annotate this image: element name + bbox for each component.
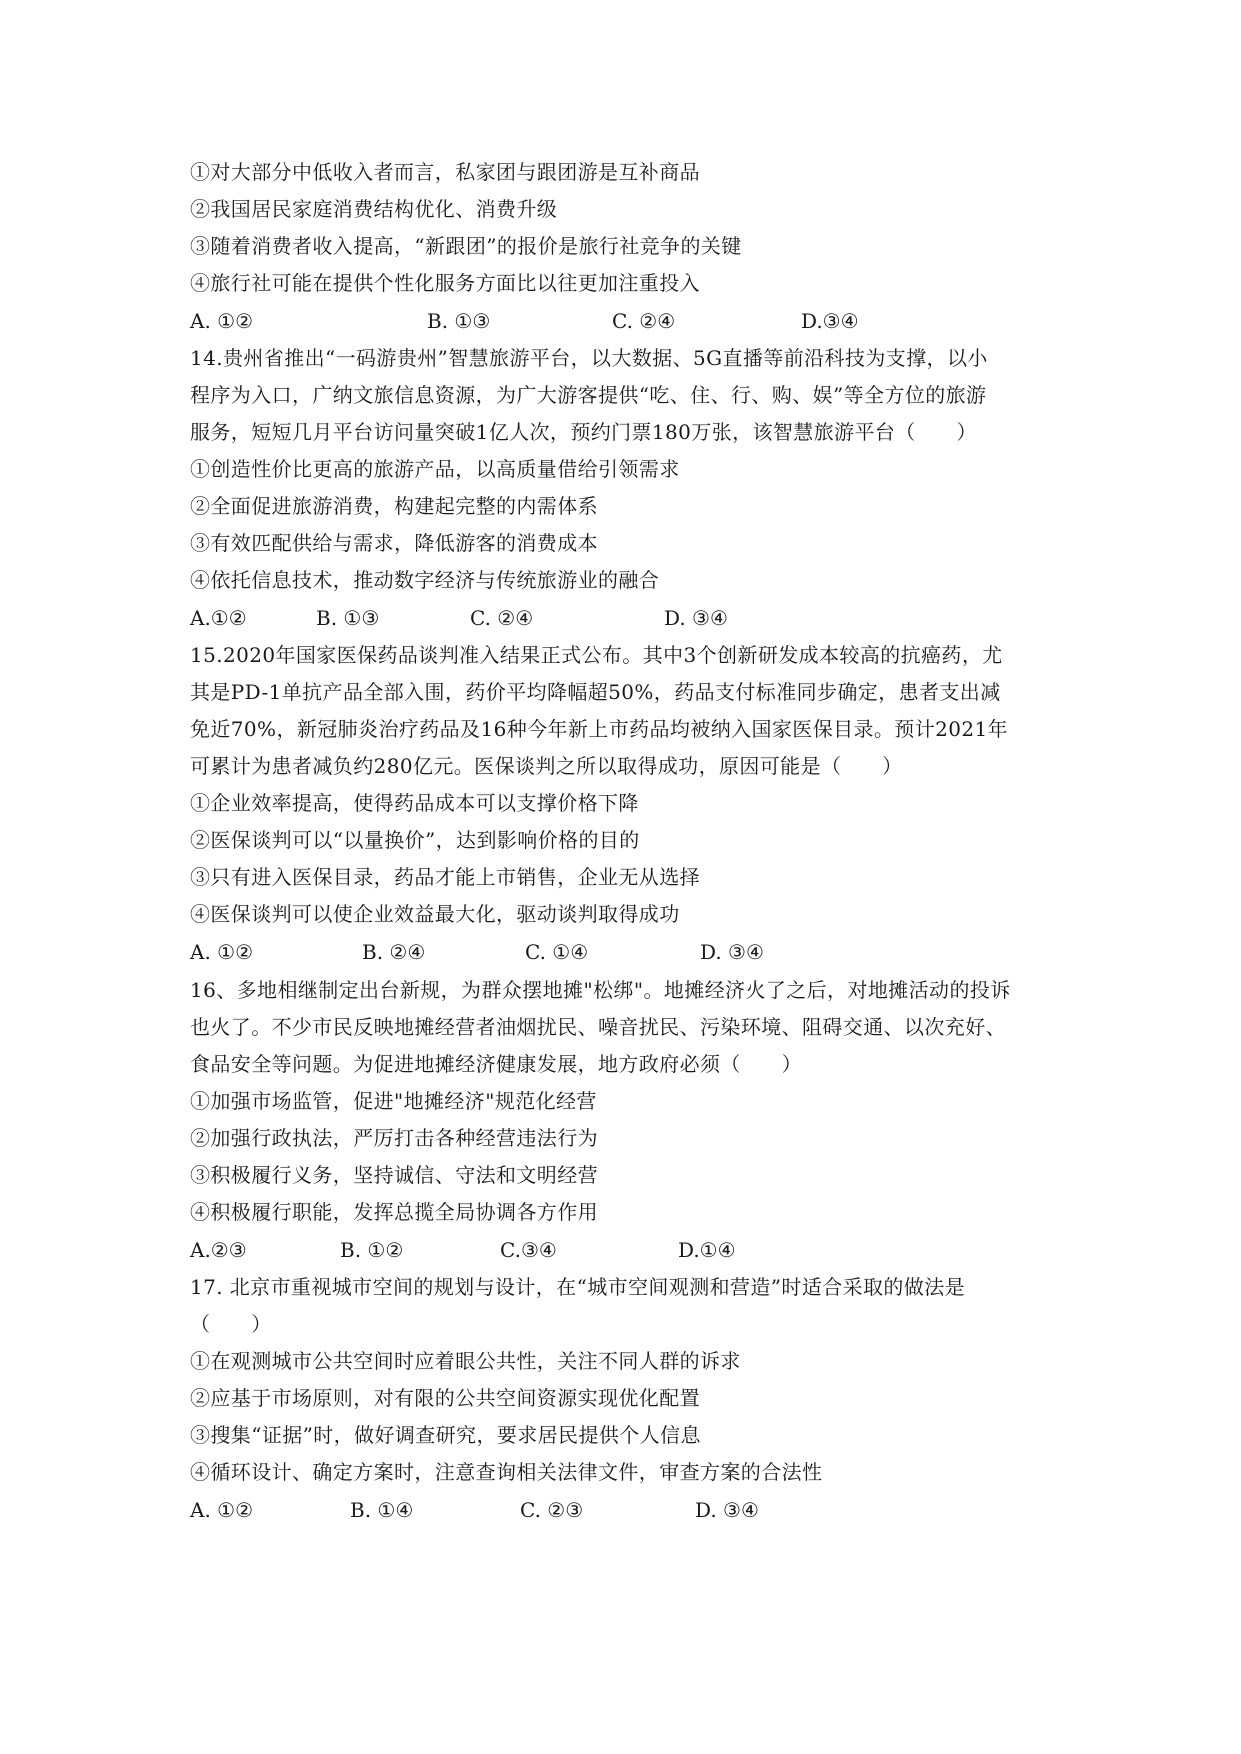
q16-stem-line-1: 16、多地相继制定出台新规，为群众摆地摊"松绑"。地摊经济火了之后，对地摊活动的投诉 <box>190 978 1011 1002</box>
q13-item-2: ②我国居民家庭消费结构优化、消费升级 <box>190 197 558 221</box>
q15-item-3: ③只有进入医保目录，药品才能上市销售，企业无从选择 <box>190 865 700 889</box>
q16-stem-line-2: 也火了。不少市民反映地摊经营者油烟扰民、噪音扰民、污染环境、阻碍交通、以次充好、 <box>190 1015 1006 1039</box>
q14-option-b: B. ①③ <box>316 606 380 630</box>
q15-item-2: ②医保谈判可以“以量换价”，达到影响价格的目的 <box>190 828 640 852</box>
q17-item-1: ①在观测城市公共空间时应着眼公共性，关注不同人群的诉求 <box>190 1349 741 1373</box>
q15-option-c: C. ①④ <box>525 940 589 964</box>
q13-option-b: B. ①③ <box>427 309 491 333</box>
q15-stem-line-3: 免近70%，新冠肺炎治疗药品及16种今年新上市药品均被纳入国家医保目录。预计2021年 <box>190 717 1008 741</box>
q14-item-1: ①创造性价比更高的旅游产品，以高质量借给引领需求 <box>190 457 680 481</box>
q14-stem-line-1: 14.贵州省推出“一码游贵州”智慧旅游平台，以大数据、5G直播等前沿科技为支撑，以小 <box>190 346 988 370</box>
q16-option-a: A.②③ <box>190 1238 247 1262</box>
q15-option-b: B. ②④ <box>362 940 426 964</box>
q14-item-2: ②全面促进旅游消费，构建起完整的内需体系 <box>190 494 598 518</box>
q17-option-c: C. ②③ <box>520 1498 584 1522</box>
q13-item-4: ④旅行社可能在提供个性化服务方面比以往更加注重投入 <box>190 271 700 295</box>
q13-item-1: ①对大部分中低收入者而言，私家团与跟团游是互补商品 <box>190 160 700 184</box>
q14-stem-line-2: 程序为入口，广纳文旅信息资源，为广大游客提供“吃、住、行、购、娱”等全方位的旅游 <box>190 383 987 407</box>
q17-stem-line-1: 17. 北京市重视城市空间的规划与设计，在“城市空间观测和营造”时适合采取的做法是 <box>190 1275 966 1299</box>
q14-option-a: A.①② <box>190 606 247 630</box>
q14-stem-line-3: 服务，短短几月平台访问量突破1亿人次，预约门票180万张，该智慧旅游平台（ ） <box>190 420 977 444</box>
q16-stem-line-3: 食品安全等问题。为促进地摊经济健康发展，地方政府必须（ ） <box>190 1052 802 1076</box>
q17-item-4: ④循环设计、确定方案时，注意查询相关法律文件，审查方案的合法性 <box>190 1460 823 1484</box>
q14-item-3: ③有效匹配供给与需求，降低游客的消费成本 <box>190 531 598 555</box>
q16-option-d: D.①④ <box>678 1238 736 1262</box>
q13-option-c: C. ②④ <box>612 309 676 333</box>
q14-option-d: D. ③④ <box>664 606 728 630</box>
q17-option-a: A. ①② <box>190 1498 254 1522</box>
q15-item-1: ①企业效率提高，使得药品成本可以支撑价格下降 <box>190 791 639 815</box>
q17-option-d: D. ③④ <box>695 1498 759 1522</box>
q16-item-4: ④积极履行职能，发挥总揽全局协调各方作用 <box>190 1200 598 1224</box>
q16-option-c: C.③④ <box>500 1238 557 1262</box>
q15-stem-line-1: 15.2020年国家医保药品谈判准入结果正式公布。其中3个创新研发成本较高的抗癌药，尤 <box>190 643 1003 667</box>
q13-option-d: D.③④ <box>801 309 859 333</box>
q13-item-3: ③随着消费者收入提高，“新跟团”的报价是旅行社竞争的关键 <box>190 234 742 258</box>
q16-item-1: ①加强市场监管，促进"地摊经济"规范化经营 <box>190 1089 597 1113</box>
q13-option-a: A. ①② <box>190 309 254 333</box>
q17-item-3: ③搜集“证据”时，做好调查研究，要求居民提供个人信息 <box>190 1423 701 1447</box>
q15-option-d: D. ③④ <box>700 940 764 964</box>
q16-item-3: ③积极履行义务，坚持诚信、守法和文明经营 <box>190 1163 598 1187</box>
q16-option-b: B. ①② <box>340 1238 404 1262</box>
q14-option-c: C. ②④ <box>470 606 534 630</box>
q15-stem-line-4: 可累计为患者减负约280亿元。医保谈判之所以取得成功，原因可能是（ ） <box>190 754 903 778</box>
q17-stem-line-2: （ ） <box>190 1312 272 1336</box>
q15-item-4: ④医保谈判可以使企业效益最大化，驱动谈判取得成功 <box>190 902 680 926</box>
q16-item-2: ②加强行政执法，严厉打击各种经营违法行为 <box>190 1126 598 1150</box>
q15-stem-line-2: 其是PD-1单抗产品全部入围，药价平均降幅超50%，药品支付标准同步确定，患者支出减 <box>190 680 1001 704</box>
q15-option-a: A. ①② <box>190 940 254 964</box>
q14-item-4: ④依托信息技术，推动数字经济与传统旅游业的融合 <box>190 568 660 592</box>
q17-item-2: ②应基于市场原则，对有限的公共空间资源实现优化配置 <box>190 1386 700 1410</box>
q17-option-b: B. ①④ <box>350 1498 414 1522</box>
